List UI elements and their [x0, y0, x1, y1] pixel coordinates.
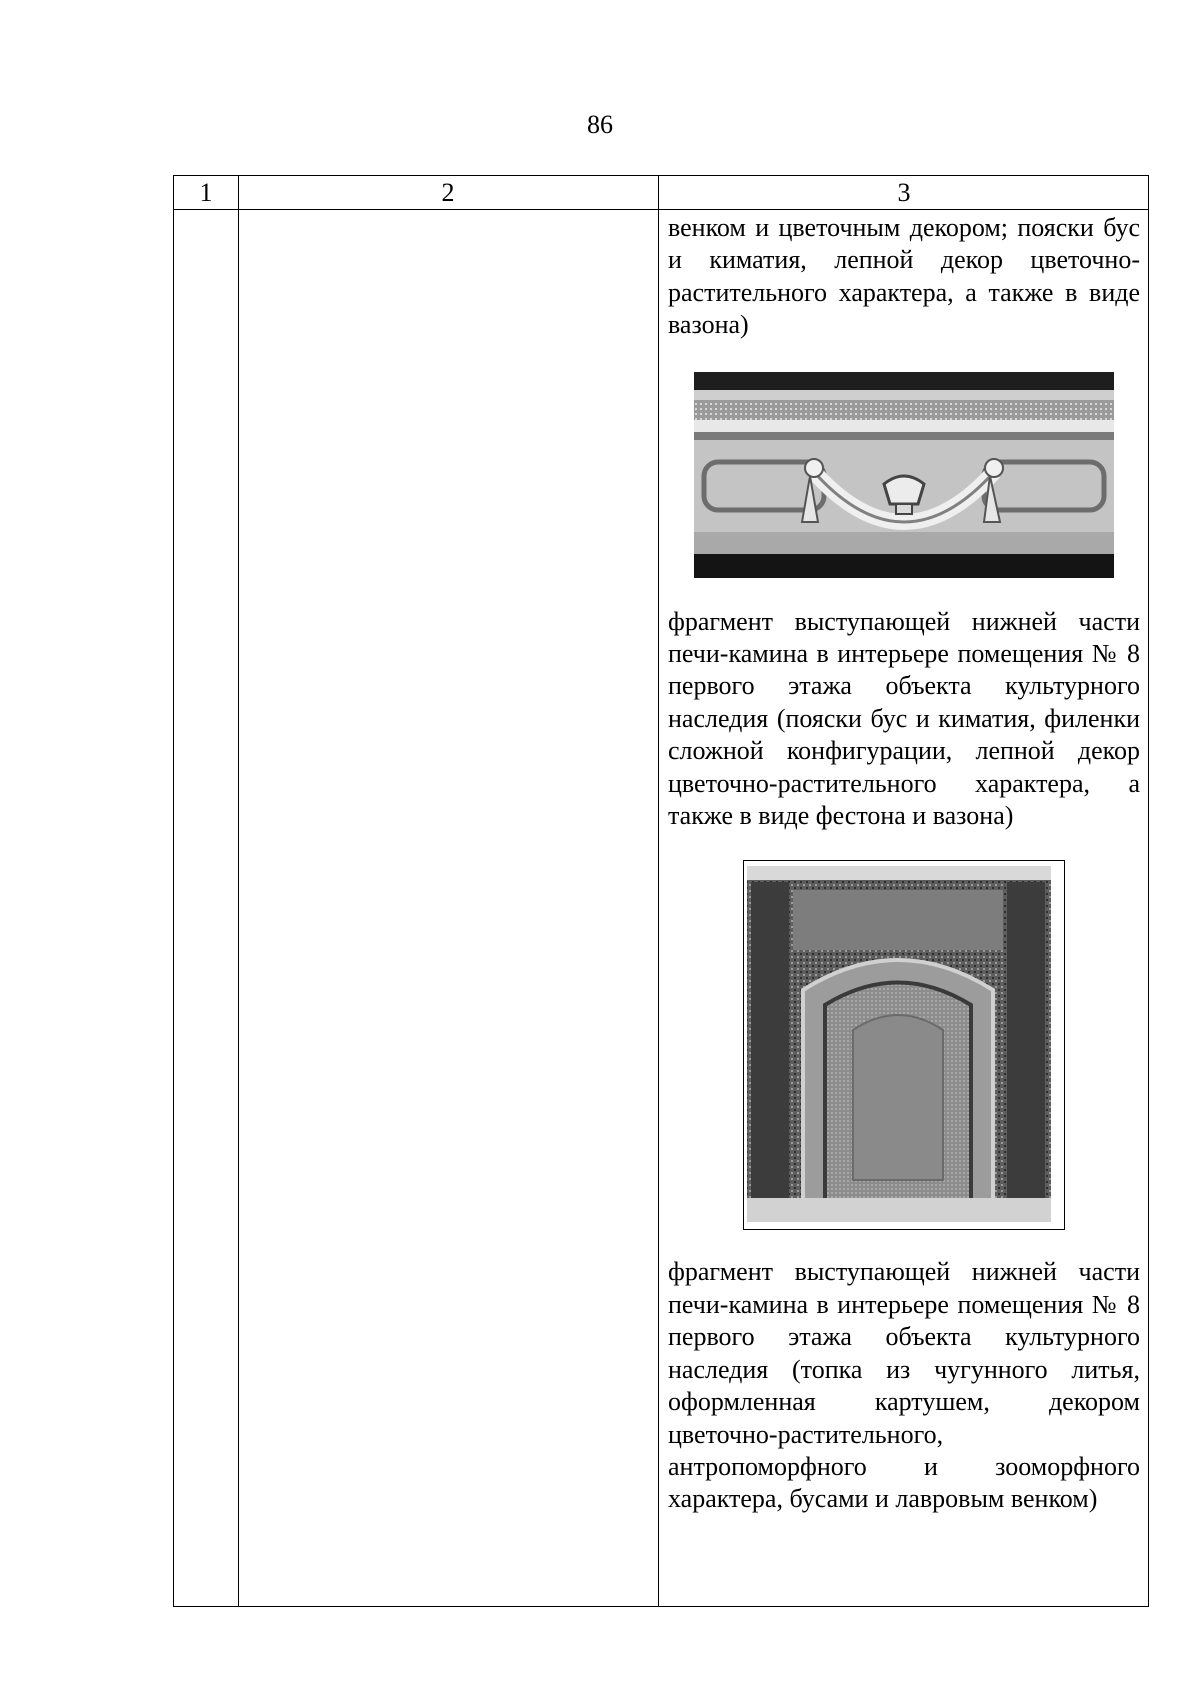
column-divider-2: [658, 176, 659, 1606]
header-divider: [174, 209, 1148, 210]
column-divider-1: [238, 176, 239, 1606]
page-number: 86: [587, 110, 613, 139]
description-paragraph-3: фрагмент выступающей нижней части печи-камина в интерьере помещения № 8 первого этажа объекта культурного наследия (топка из чугунного литья, оформленная картушем, декором цветочно-растительного, антропоморфного и зооморфного характера, бусами и лавровым венком): [668, 1257, 1140, 1514]
column-3-content: [668, 212, 1140, 1516]
content-table: [173, 175, 1149, 1607]
column-header-2: 2: [441, 178, 455, 207]
column-header-1: 1: [199, 178, 213, 207]
frieze-photo: [694, 372, 1114, 578]
firebox-photo: [743, 860, 1065, 1230]
column-header-3: 3: [897, 178, 911, 207]
description-paragraph-2: фрагмент выступающей нижней части печи-камина в интерьере помещения № 8 первого этажа объекта культурного наследия (пояски бус и киматия, филенки сложной конфигурации, лепной декор цветочно-растительного характера, а также в виде фестона и вазона): [668, 606, 1140, 831]
description-paragraph-1: венком и цветочным декором; пояски бус и киматия, лепной декор цветочно-растительного характера, а также в виде вазона): [668, 213, 1140, 340]
